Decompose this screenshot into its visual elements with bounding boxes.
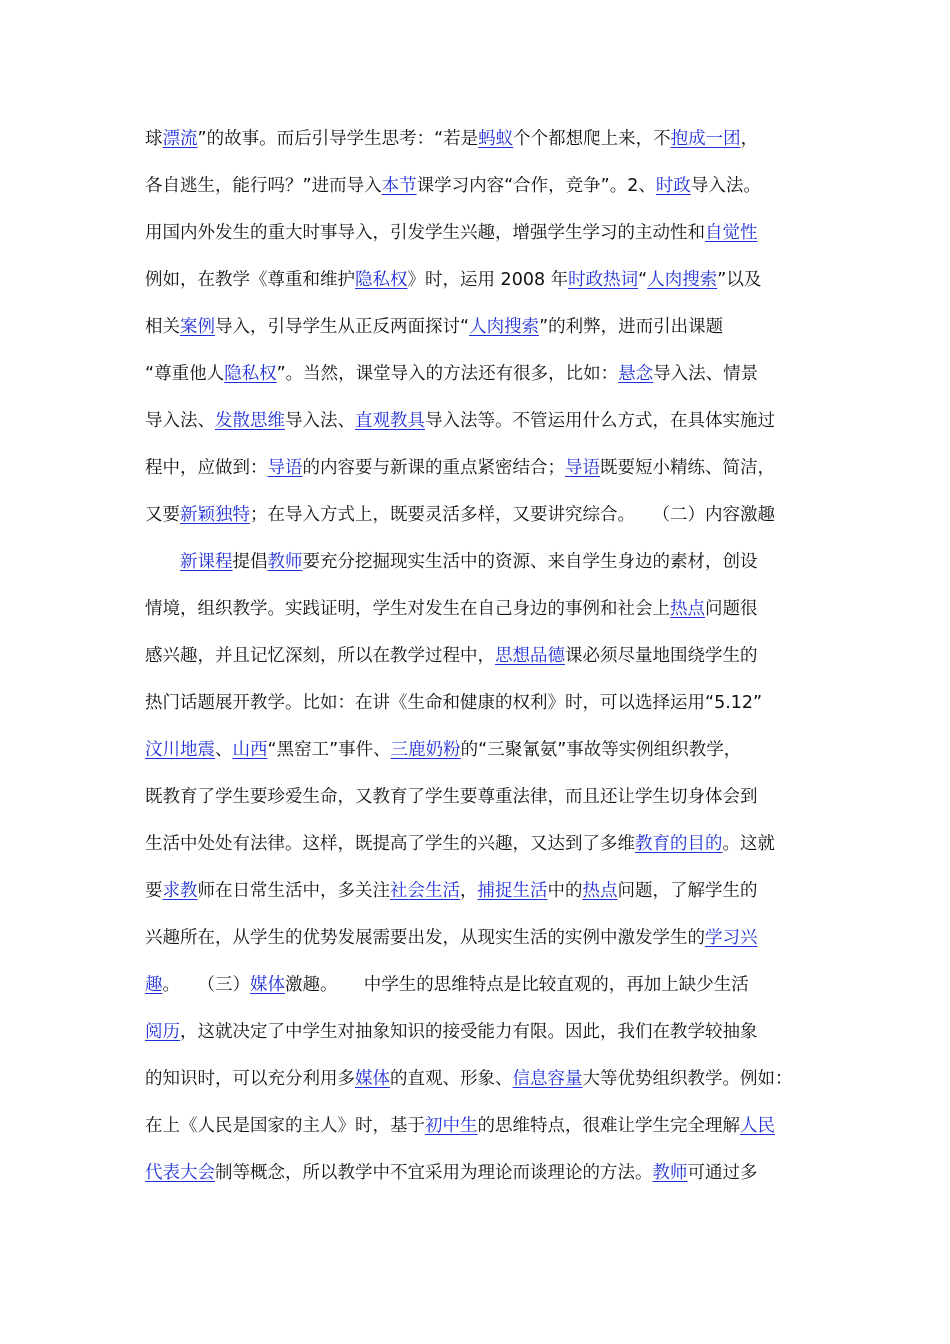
- text-run: 相关: [145, 317, 180, 337]
- text-run: 课必须尽量地围绕学生的: [565, 646, 758, 666]
- text-run: 要: [145, 881, 163, 901]
- hyperlink[interactable]: 社会生活: [390, 881, 460, 901]
- text-line: [145, 304, 815, 351]
- hyperlink[interactable]: 初中生: [425, 1116, 478, 1136]
- hyperlink[interactable]: 本节: [381, 176, 417, 196]
- text-line: [145, 539, 815, 586]
- hyperlink[interactable]: 捕捉生活: [477, 881, 548, 901]
- text-run: 。 （三）: [162, 975, 250, 995]
- text-run: 的“三聚氰氨”事故等实例组织教学，: [460, 740, 742, 760]
- text-run: [145, 552, 180, 572]
- text-run: 要充分挖掘现实生活中的资源、来自学生身边的素材，创设: [302, 552, 758, 572]
- hyperlink[interactable]: 时政: [655, 176, 691, 196]
- text-line: [145, 962, 815, 1009]
- text-line: [145, 398, 815, 445]
- hyperlink[interactable]: 自觉性: [705, 223, 758, 243]
- text-line: [145, 774, 815, 821]
- text-line: [145, 586, 815, 633]
- text-run: 的内容要与新课的重点紧密结合；: [302, 458, 565, 478]
- hyperlink[interactable]: 教育的目的: [635, 834, 723, 854]
- text-run: 、: [215, 740, 233, 760]
- text-run: ，: [460, 881, 478, 901]
- text-run: 感兴趣，并且记忆深刻，所以在教学过程中，: [145, 646, 495, 666]
- hyperlink[interactable]: 教师: [267, 552, 303, 572]
- text-line: [145, 116, 815, 163]
- text-run: ”的故事。而后引导学生思考：“若是: [197, 129, 479, 149]
- text-line: [145, 351, 815, 398]
- text-line: [145, 868, 815, 915]
- text-run: 又要: [145, 505, 180, 525]
- hyperlink[interactable]: 汶川地震: [145, 740, 215, 760]
- text-run: 激趣。 中学生的思维特点是比较直观的，再加上缺少生活: [285, 975, 749, 995]
- hyperlink[interactable]: 抱成一团: [670, 129, 741, 149]
- text-line: [145, 915, 815, 962]
- hyperlink[interactable]: 教师: [652, 1163, 688, 1183]
- text-run: 课学习内容“合作，竞争”。2、: [416, 176, 656, 196]
- hyperlink[interactable]: 山西: [232, 740, 268, 760]
- hyperlink[interactable]: 发散思维: [215, 411, 285, 431]
- text-run: 师在日常生活中，多关注: [197, 881, 390, 901]
- text-line: [145, 727, 815, 774]
- text-run: 个个都想爬上来，不: [513, 129, 671, 149]
- text-line: [145, 1103, 815, 1150]
- text-line: [145, 210, 815, 257]
- hyperlink[interactable]: 时政热词: [568, 270, 639, 290]
- hyperlink[interactable]: 信息容量: [512, 1069, 583, 1089]
- text-run: “尊重他人: [145, 364, 225, 384]
- hyperlink[interactable]: 三鹿奶粉: [390, 740, 461, 760]
- text-run: 可通过多: [687, 1163, 758, 1183]
- text-run: 既教育了学生要珍爱生命，又教育了学生要尊重法律，而且还让学生切身体会到: [145, 787, 758, 807]
- text-run: 》时，运用 2008 年: [407, 270, 569, 290]
- hyperlink[interactable]: 媒体: [250, 975, 285, 995]
- text-run: “: [638, 270, 648, 290]
- hyperlink[interactable]: 人民: [740, 1116, 775, 1136]
- text-run: 问题，了解学生的: [617, 881, 758, 901]
- text-run: 各自逃生，能行吗？”进而导入: [145, 176, 382, 196]
- text-run: 的知识时，可以充分利用多: [145, 1069, 355, 1089]
- text-run: 提倡: [232, 552, 268, 572]
- text-run: 生活中处处有法律。这样，既提高了学生的兴趣，又达到了多维: [145, 834, 635, 854]
- hyperlink[interactable]: 漂流: [162, 129, 198, 149]
- hyperlink[interactable]: 热点: [582, 881, 618, 901]
- text-run: 的思维特点，很难让学生完全理解: [477, 1116, 740, 1136]
- text-run: 导入，引导学生从正反两面探讨“: [215, 317, 470, 337]
- hyperlink[interactable]: 媒体: [355, 1069, 390, 1089]
- hyperlink[interactable]: 求教: [162, 881, 198, 901]
- text-run: 导入法等。不管运用什么方式，在具体实施过: [425, 411, 775, 431]
- hyperlink[interactable]: 学习兴: [705, 928, 758, 948]
- text-line: [145, 1009, 815, 1056]
- text-run: 例如，在教学《尊重和维护: [145, 270, 355, 290]
- hyperlink[interactable]: 热点: [670, 599, 705, 619]
- hyperlink[interactable]: 导语: [565, 458, 600, 478]
- text-run: ；在导入方式上，既要灵活多样，又要讲究综合。 （二）内容激趣: [250, 505, 775, 525]
- hyperlink[interactable]: 悬念: [618, 364, 654, 384]
- text-run: 在上《人民是国家的主人》时，基于: [145, 1116, 425, 1136]
- text-run: “黑窑工”事件、: [267, 740, 391, 760]
- text-run: 既要短小精练、简洁，: [600, 458, 775, 478]
- text-run: 导入法。: [690, 176, 761, 196]
- text-run: 情境，组织教学。实践证明，学生对发生在自己身边的事例和社会上: [145, 599, 670, 619]
- text-run: 的直观、形象、: [390, 1069, 513, 1089]
- text-run: 热门话题展开教学。比如：在讲《生命和健康的权利》时，可以选择运用“5.12”: [145, 693, 763, 713]
- text-run: 用国内外发生的重大时事导入，引发学生兴趣，增强学生学习的主动性和: [145, 223, 705, 243]
- hyperlink[interactable]: 隐私权: [355, 270, 408, 290]
- text-line: [145, 163, 815, 210]
- text-run: 问题很: [705, 599, 758, 619]
- text-run: 球: [145, 129, 163, 149]
- text-run: ”的利弊，进而引出课题: [539, 317, 724, 337]
- hyperlink[interactable]: 新课程: [180, 552, 233, 572]
- hyperlink[interactable]: 人肉搜索: [647, 270, 718, 290]
- text-line: [145, 445, 815, 492]
- text-line: [145, 257, 815, 304]
- text-line: [145, 680, 815, 727]
- hyperlink[interactable]: 蚂蚁: [478, 129, 514, 149]
- hyperlink[interactable]: 直观教具: [355, 411, 425, 431]
- text-run: 导入法、情景: [653, 364, 759, 384]
- text-run: 。这就: [722, 834, 775, 854]
- text-run: 程中，应做到：: [145, 458, 268, 478]
- hyperlink[interactable]: 案例: [180, 317, 215, 337]
- hyperlink[interactable]: 代表大会: [145, 1163, 215, 1183]
- text-run: 制等概念，所以教学中不宜采用为理论而谈理论的方法。: [215, 1163, 653, 1183]
- hyperlink[interactable]: 新颖独特: [180, 505, 250, 525]
- hyperlink[interactable]: 人肉搜索: [469, 317, 540, 337]
- text-run: 中的: [547, 881, 583, 901]
- text-line: [145, 492, 815, 539]
- document-body: [145, 116, 815, 1197]
- hyperlink[interactable]: 导语: [267, 458, 303, 478]
- hyperlink[interactable]: 趣: [145, 975, 163, 995]
- hyperlink[interactable]: 阅历: [145, 1022, 180, 1042]
- text-run: 大等优势组织教学。例如：: [582, 1069, 793, 1089]
- hyperlink[interactable]: 隐私权: [224, 364, 277, 384]
- text-line: [145, 1150, 815, 1197]
- text-run: 导入法、: [145, 411, 215, 431]
- text-run: ”。当然，课堂导入的方法还有很多，比如：: [276, 364, 619, 384]
- hyperlink[interactable]: 思想品德: [495, 646, 565, 666]
- text-run: ，这就决定了中学生对抽象知识的接受能力有限。因此，我们在教学较抽象: [180, 1022, 758, 1042]
- text-run: ，: [740, 129, 759, 149]
- text-run: 兴趣所在，从学生的优势发展需要出发，从现实生活的实例中激发学生的: [145, 928, 705, 948]
- text-line: [145, 1056, 815, 1103]
- text-line: [145, 633, 815, 680]
- text-run: ”以及: [717, 270, 762, 290]
- text-run: 导入法、: [285, 411, 355, 431]
- text-line: [145, 821, 815, 868]
